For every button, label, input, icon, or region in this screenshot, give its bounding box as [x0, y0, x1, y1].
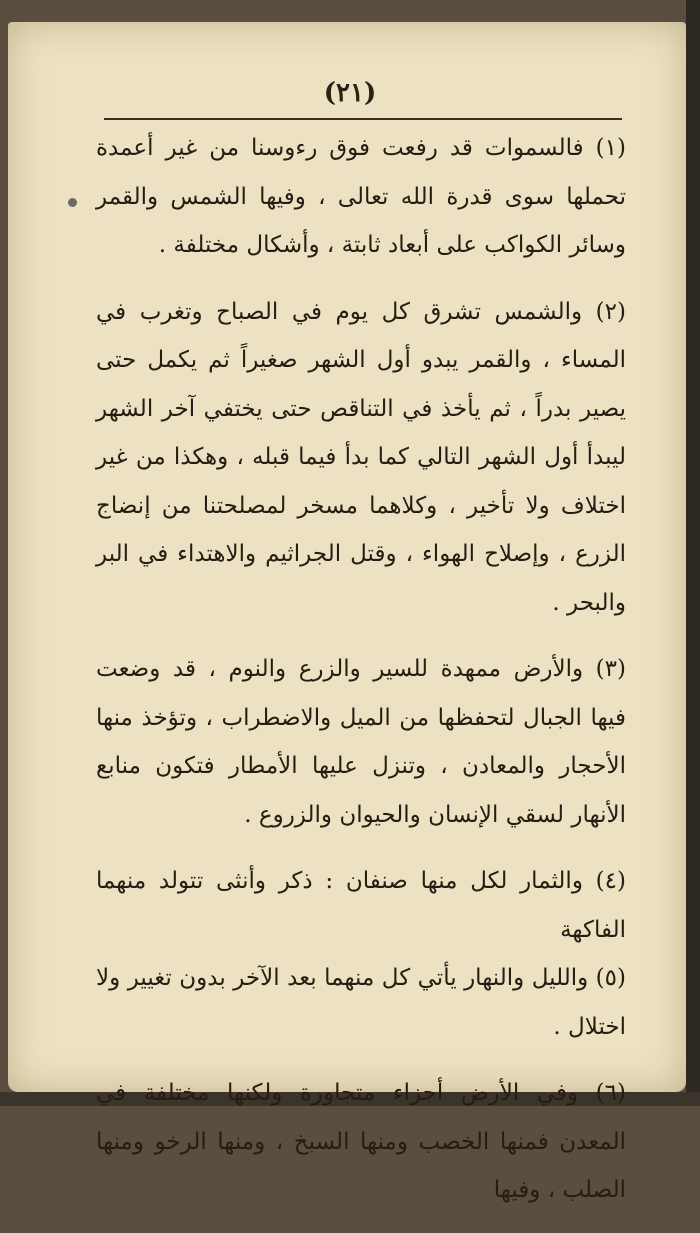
- page-edge-shadow: [686, 0, 700, 1106]
- ink-spot: [68, 198, 77, 207]
- page-number: (٢١): [323, 78, 377, 108]
- text-body: [96, 124, 626, 1233]
- paragraph-1: (١) فالسموات قد رفعت فوق رءوسنا من غير أعمدة تحملها سوى قدرة الله تعالى ، وفيها الشمس والقمر وسائر الكواكب على أبعاد ثابتة ، وأشكال مختلفة .: [96, 135, 626, 258]
- paragraph-3: (٣) والأرض ممهدة للسير والزرع والنوم ، قد وضعت فيها الجبال لتحفظها من الميل والاضطراب ، وتؤخذ منها الأحجار والمعادن ، وتنزل عليها الأمطار فتكون منابع الأنهار لسقي الإنسان والحيوان والزروع .: [96, 656, 626, 828]
- header-rule: [104, 118, 622, 120]
- paragraph-2: (٢) والشمس تشرق كل يوم في الصباح وتغرب في المساء ، والقمر يبدو أول الشهر صغيراً ثم يكمل حتى يصير بدراً ، ثم يأخذ في التناقص حتى يختفي آخر الشهر ليبدأ أول الشهر التالي كما بدأ فيما قبله ، وهكذا من غير اختلاف ولا تأخير ، وكلاهما مسخر لمصلحتنا من إنضاج الزرع ، وإصلاح الهواء ، وقتل الجراثيم والاهتداء في البر والبحر .: [96, 298, 626, 616]
- paragraph-6: (٦) وفي الأرض أجزاء متجاورة ولكنها مختلفة في المعدن فمنها الخصب ومنها السبخ ، ومنها الرخو ومنها الصلب ، وفيها: [96, 1080, 626, 1203]
- paragraph-5: (٥) والليل والنهار يأتي كل منهما بعد الآخر بدون تغيير ولا اختلال .: [96, 965, 626, 1040]
- paragraph-4: (٤) والثمار لكل منها صنفان : ذكر وأنثى تتولد منهما الفاكهة: [96, 868, 626, 943]
